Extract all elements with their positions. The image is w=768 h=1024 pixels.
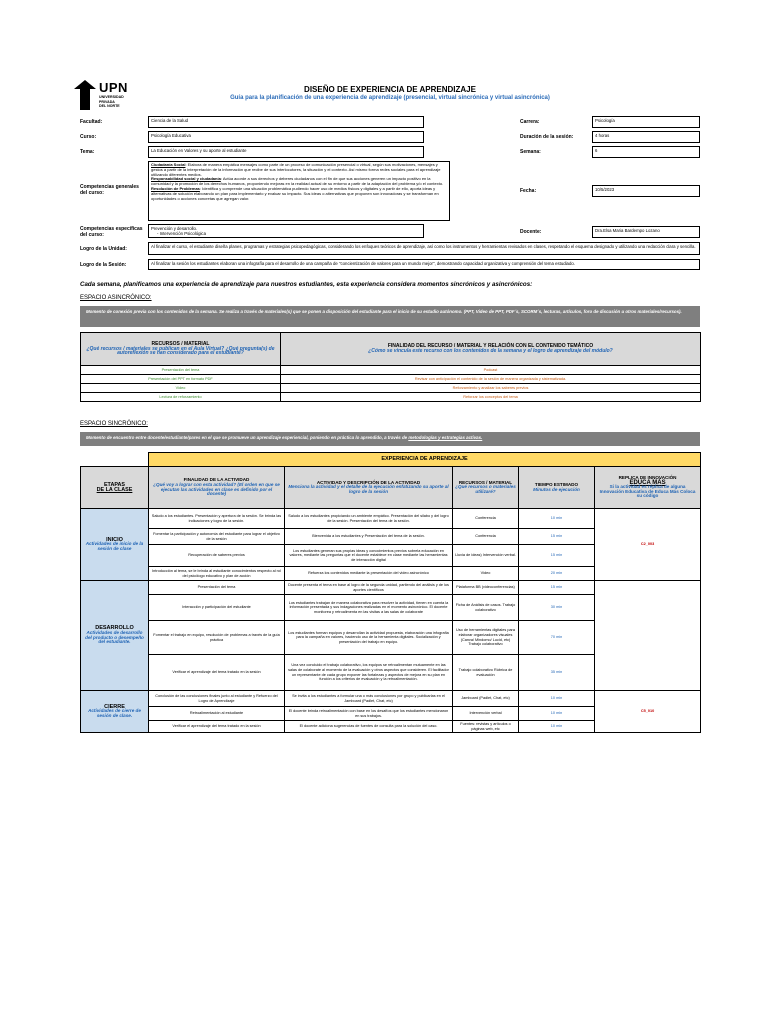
experiencia-header: EXPERIENCIA DE APRENDIZAJE: [149, 453, 701, 467]
curso-label: Curso:: [80, 134, 97, 140]
row-recursos: Intervención verbal: [453, 707, 519, 721]
comp-gen-p2: : Actúa acorde a sus derechos y deberes ciudadanos con el fin de que sus acciones generen un impacto positivo en la comunidad y la promoción de los derechos humanos, proponiendo mejoras en la realidad actual de su entorno a partir de la adaptación del problema y/o el contexto.: [151, 176, 444, 187]
row-recursos: Jamboard (Padlet, Chat, etc): [453, 691, 519, 707]
h-act-title: ACTIVIDAD Y DESCRIPCIÓN DE LA ACTIVIDAD: [316, 479, 421, 485]
row-finalidad: Presentación del tema: [149, 581, 285, 595]
facultad-label: Facultad:: [80, 119, 103, 125]
logro-unidad-value: Al finalizar el curso, el estudiante diseña planes, programas y estrategias psicopedagógicas, considerando los enfoques teóricos de aprendizaje, así como los instrumentos y herramientas revisados en clases, respetando el esquema designado y utilizando una redacción clara y sencilla.: [148, 242, 700, 255]
upn-logo-mark-icon: [74, 80, 96, 110]
semana-value: 6: [592, 146, 700, 158]
row-finalidad: Interacción y participación del estudiante: [149, 595, 285, 621]
semana-label: Semana:: [520, 149, 541, 155]
sync-table: [80, 452, 701, 733]
row-finalidad: Verificar el aprendizaje del tema tratado en la sesión: [149, 655, 285, 691]
row-tiempo: 15 min: [519, 529, 595, 545]
comp-esp-label: Competencias específicas del curso:: [80, 226, 143, 238]
h-fin-title: FINALIDAD DE LA ACTIVIDAD: [183, 477, 250, 483]
stage-desc: Actividades de desarrollo del producto o desempeño del estudiante.: [85, 629, 144, 645]
logo-line1: UNIVERSIDAD: [99, 95, 124, 99]
async-col1-header: [81, 333, 281, 366]
row-finalidad: Fomentar la participación y autonomía del estudiante para lograr el objetivo de la sesión: [149, 529, 285, 545]
row-tiempo: 10 min: [519, 707, 595, 721]
comp-gen-p1-head: Ciudadanía Social: [151, 162, 186, 167]
logro-sesion-value: Al finalizar la sesión los estudiantes elaboran una infografía para el desarrollo de una campaña de "concientización de valores para un mundo mejor", demostrando capacidad organizativa y comprensión del tema estudiado.: [148, 259, 700, 270]
row-actividad: Refuerza los contenidos mediante la presentación del video asincrónico: [285, 567, 453, 581]
h-etapas-2: DE LA CLASE: [96, 486, 133, 493]
row-tiempo: 15 min: [519, 545, 595, 567]
stage-name: CIERRE: [104, 703, 125, 710]
row-actividad: Docente presenta el tema en base al logro de la segunda unidad, partiendo del análisis y de los aportes científicos: [285, 581, 453, 595]
comp-esp-value: [148, 224, 424, 238]
async-row-purpose: Revisar con anticipación el contenido de la sesión de manera organizada y sistematizada.: [281, 375, 701, 384]
comp-esp-2: - Intervención Psicológica: [157, 231, 206, 237]
async-heading: ESPACIO ASINCRÓNICO:: [80, 295, 152, 301]
async-col1-sub: ¿Qué recursos / materiales se publican en el Aula Virtual? ¿Qué pregunta(s) de autoreflexión se han considerado para el estudiante?: [86, 345, 275, 357]
tema-label: Tema:: [80, 149, 95, 155]
row-actividad: Bienvenida a los estudiantes y Presentación del tema de la sesión.: [285, 529, 453, 545]
row-recursos: Plataforma BB (videoconferencias): [453, 581, 519, 595]
async-bar: Momento de conexión previa con los contenidos de la semana. Se realiza a través de materiales(s) que se ponen a disposición del estudiante para el inicio de su estudio autónomo. (PPT, Video de PPT, PDF´s, SCORM´s, lecturas, artículos, foro de discusión u otros materiales/recursos).: [80, 306, 700, 327]
docente-value: Dra.Elsa Maria Bardempo Lozano: [592, 226, 700, 238]
row-recursos: Lluvia de ideas) Intervención verbal.: [453, 545, 519, 567]
row-replica-code: [595, 581, 701, 691]
row-actividad: El docente adiciona sugerencias de fuentes de consulta para la solución del caso.: [285, 721, 453, 733]
row-recursos: Ficha de Análisis de casos. Trabajo colaborativo: [453, 595, 519, 621]
async-row-resource: Video: [81, 384, 281, 393]
row-recursos: Video: [453, 567, 519, 581]
comp-gen-value: [148, 161, 450, 221]
async-row-purpose: Podcast: [281, 366, 701, 375]
row-recursos: Trabajo colaborativo Rúbrica de evaluación: [453, 655, 519, 691]
h-rec-sub: ¿Qué recursos o materiales utilizaré?: [455, 484, 516, 494]
sync-bar-methods: metodologías y estrategias activas.: [408, 435, 483, 440]
carrera-value: Psicología: [592, 116, 700, 128]
h-etapas-1: ETAPAS: [103, 481, 126, 488]
async-row-resource: Lectura de reforzamiento: [81, 393, 281, 402]
sync-bar: [80, 432, 700, 446]
stage-name: INICIO: [106, 536, 123, 543]
row-tiempo: 70 min: [519, 621, 595, 655]
row-actividad: Los estudiantes generan sus propias ideas y conocimientos previos sobrela educación en valores, mediante las preguntas que el docente establece en clase mediante las herramientas de interacción digital: [285, 545, 453, 567]
async-row-purpose: Reforzamiento y analizar los saberes previos: [281, 384, 701, 393]
row-tiempo: 10 min: [519, 509, 595, 529]
tema-value: La Educación en Valores y su aporte al estudiante: [148, 146, 424, 158]
async-table: [80, 332, 701, 402]
row-finalidad: Introducción al tema, se le brinda al estudiante conocimientos respecto al rol del psicólogo educativo y plan de acción: [149, 567, 285, 581]
sync-bar-text: Momento de encuentro entre docente/estudiante/pares en el que se promueve un aprendizaje experiencial, poniendo en práctica lo aprendido, a través de: [86, 435, 409, 440]
upn-logo: [74, 80, 134, 110]
row-actividad: Los estudiantes forman equipos y desarrollan la actividad propuesta, elaboración una infografía para la campaña en valores, haciendo uso de la herramienta digitales. Socialización y presentación del trabajo en equipo.: [285, 621, 453, 655]
h-replica: [595, 467, 701, 509]
curso-value: Psicología Educativa: [148, 131, 424, 143]
row-replica-code: C2_003: [595, 509, 701, 581]
row-replica-code: C5_010: [595, 691, 701, 733]
row-tiempo: 30 min: [519, 595, 595, 621]
h-actividad: [285, 467, 453, 509]
comp-gen-label: Competencias generales del curso:: [80, 184, 139, 196]
h-tiempo: [519, 467, 595, 509]
async-col2-header: [281, 333, 701, 366]
h-etapas: [81, 467, 149, 509]
facultad-value: Ciencia de la Salud: [148, 116, 424, 128]
logro-unidad-label: Logro de la Unidad:: [80, 246, 127, 252]
comp-esp-1: Prevención y desarrollo.: [151, 226, 198, 231]
stage-desarrollo: [81, 581, 149, 691]
row-recursos: Fuentes: revistas y artículos o páginas web, etc: [453, 721, 519, 733]
h-finalidad: [149, 467, 285, 509]
row-tiempo: 20 min: [519, 567, 595, 581]
row-recursos: Conferencia: [453, 529, 519, 545]
fecha-label: Fecha:: [520, 188, 537, 194]
h-fin-sub: ¿Qué voy a lograr con esta actividad? (El orden en que se ejecutan las actividades en clase es definido por el docente): [153, 481, 280, 497]
stage-desc: Actividades de inicio de la sesión de clase: [85, 541, 144, 551]
row-finalidad: Verificar el aprendizaje del tema tratado en la sesión: [149, 721, 285, 733]
async-col1-title: RECURSOS / MATERIAL: [151, 341, 210, 348]
row-tiempo: 10 min: [519, 721, 595, 733]
h-replica-brand: EDUCA MÁS: [629, 479, 666, 486]
row-finalidad: Retroalimentación al estudiante: [149, 707, 285, 721]
duracion-label: Duración de la sesión:: [520, 134, 574, 140]
async-col2-title: FINALIDAD DEL RECURSO / MATERIAL Y RELACIÓN CON EL CONTENIDO TEMÁTICO: [387, 343, 594, 350]
page-subtitle: Guía para la planificación de una experiencia de aprendizaje (presencial, virtual sincrónica y virtual asincrónica): [230, 95, 550, 101]
logro-sesion-label: Logro de la Sesión:: [80, 262, 127, 268]
async-row-resource: Presentación del PPT en formato PDF: [81, 375, 281, 384]
row-finalidad: Recuperación de saberes previos: [149, 545, 285, 567]
row-tiempo: 10 min: [519, 691, 595, 707]
row-actividad: Una vez concluido el trabajo colaborativo, los equipos se retroalimentan mutuamente en las salas de colaborate al momento de la evaluación y otros aspectos que consideren. El facilitador un representante de cada grupo exponer las fortalezas y aspectos de mejora en su plan en función a los criterios de evaluación y la retroalimentación.: [285, 655, 453, 691]
stage-cierre: [81, 691, 149, 733]
stage-inicio: [81, 509, 149, 581]
h-tiempo-title: TIEMPO ESTIMADO: [534, 481, 579, 487]
row-actividad: Saludo a los estudiantes propiciando un ambiente empático. Presentación del silabo y del logro de la sesión. Presentación del tema de la sesión.: [285, 509, 453, 529]
h-tiempo-sub: Minutos de ejecución: [533, 486, 580, 492]
h-replica-title: REPLICA DE INNOVACIÓN: [618, 475, 677, 481]
logo-main: UPN: [99, 80, 128, 95]
row-actividad: Se invita a los estudiantes a formular una o más conclusiones por grupo y publicarlas en el Jamboard (Padlet, Chat, etc): [285, 691, 453, 707]
stage-name: DESARROLLO: [95, 625, 134, 632]
row-actividad: Los estudiantes trabajan de manera colaborativa para resolver la actividad, tienen en cuenta la información presentada y sus indagaciones realizadas en el momento asincrónico. El docente monitorea y retroalimenta en las visitas a las salas de colaborate: [285, 595, 453, 621]
h-act-sub: Menciona la actividad y el detalle de la ejecución enfatizando su aporte al logro de la sesión: [288, 484, 449, 494]
row-recursos: Uso de herramientas digitales para elaborar organizadores visuales (Canva/ Mindomo/ Lucid, etc) Trabajo colaborativo: [453, 621, 519, 655]
logo-line2: PRIVADA: [99, 99, 115, 104]
fecha-value: 10/5/2023: [592, 185, 700, 197]
h-replica-sub: Si la actividad es réplica de alguna Innovación Educativa de Educa Más Coloca su código: [599, 484, 696, 499]
h-rec-title: RECURSOS / MATERIAL: [458, 479, 513, 485]
duracion-value: 4 horas: [592, 131, 700, 143]
row-finalidad: Fomentar el trabajo en equipo, resolución de problemas a través de la guía práctica: [149, 621, 285, 655]
row-recursos: Conferencia: [453, 509, 519, 529]
row-finalidad: Conclusión de las conclusiones finales junto al estudiante y Refuerzo del Logro de Aprendizaje: [149, 691, 285, 707]
row-actividad: El docente brinda retroalimentación con base en los desafíos que los estudiantes mencionaron en sus trabajos.: [285, 707, 453, 721]
async-row-purpose: Reforzar los conceptos del tema: [281, 393, 701, 402]
logo-line3: DEL NORTE: [99, 104, 120, 108]
row-finalidad: Saludo a los estudiantes. Presentación y apertura de la sesión. Se brinda las indicaciones y logro de la sesión.: [149, 509, 285, 529]
comp-gen-p3-head: Resolución de Problemas: [151, 185, 200, 191]
row-tiempo: 15 min: [519, 581, 595, 595]
row-tiempo: 35 min: [519, 655, 595, 691]
async-row-resource: Presentación del tema: [81, 366, 281, 375]
comp-gen-p2-head: Responsabilidad social y ciudadanía: [151, 176, 221, 182]
comp-gen-p3: : Identifica y comprende una situación problemática pudiendo hacer uso de medios físicos y digitales y a partir de ello, aporta ideas y alternativas de solución elaborando un plan para implementarlo y evaluar su impacto. Sus ideas o alternativas que proponen son innovadoras y se transforman en oportunidades o acciones concretas que agregan valor.: [151, 185, 439, 201]
comp-gen-p1: : Elabora de manera empática mensajes como parte de un proceso de comunicación presencial o virtual, según sus motivaciones, mensajes y gestos a partir de la interpretación de la información que recibe de sus interlocutores, la situación y el contexto. Así mismo forma redes sociales para el aprendizaje utilizando diferentes medios.: [151, 162, 441, 177]
async-col2-sub: ¿Cómo se vincula este recurso con los contenidos de la semana y el logro de aprendizaje del módulo?: [368, 348, 613, 354]
sync-heading: ESPACIO SINCRÓNICO:: [80, 421, 148, 427]
h-recursos: [453, 467, 519, 509]
stage-desc: Actividades de cierre de sesión de clase.: [88, 708, 141, 718]
intro-text: Cada semana, planificamos una experiencia de aprendizaje para nuestros estudiantes, esta experiencia considera momentos sincrónicos y asincrónicos:: [80, 281, 533, 288]
page-title: DISEÑO DE EXPERIENCIA DE APRENDIZAJE: [304, 85, 476, 94]
carrera-label: Carrera:: [520, 119, 540, 125]
docente-label: Docente:: [520, 229, 542, 235]
